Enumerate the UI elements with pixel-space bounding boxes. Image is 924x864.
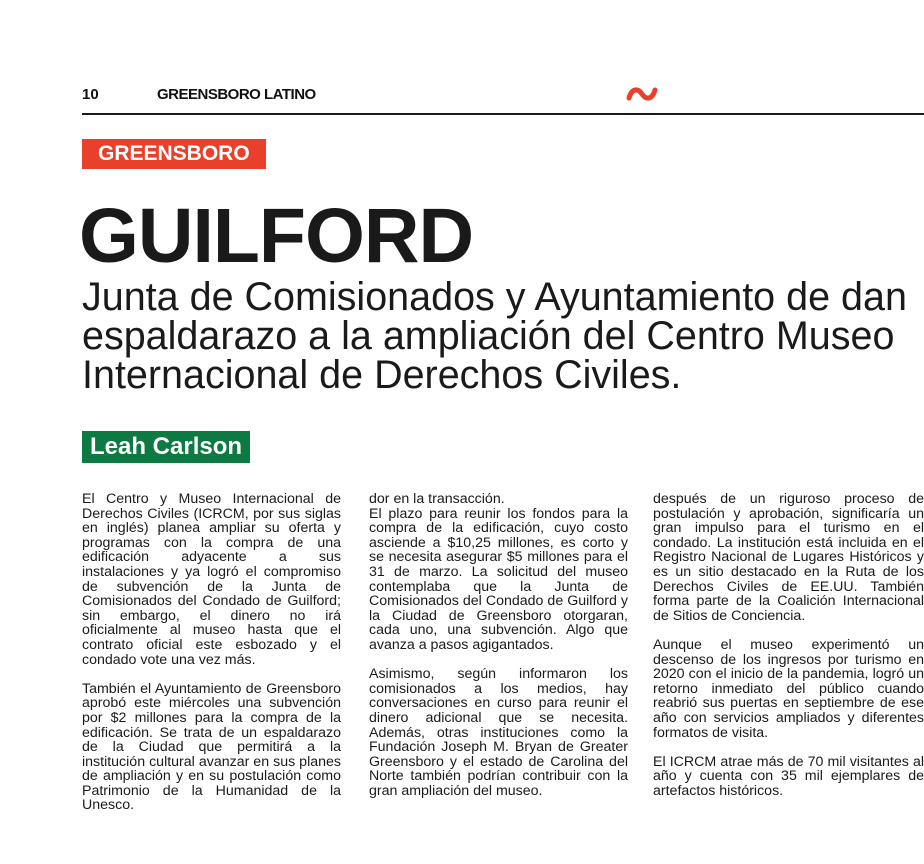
article-paragraph: También el Ayuntamiento de Greensboro aprobó este miércoles una subvención por $2 millones para la compra de la edificación. Se trata de un espaldarazo de la Ciudad que permitirá a la institución cultural avanzar en sus planes de ampliación y en su postulación como Patrimonio de la Humanidad de la Unesco. xyxy=(82,680,341,814)
section-tag: GREENSBORO xyxy=(82,139,266,169)
article-paragraph: después de un riguroso proceso de postulación y aprobación, significaría un gran impulso para el turismo en el condado. La institución está incluida en el Registro Nacional de Lugares Históricos y es un sitio destacado en la Ruta de los Derechos Civiles de EE.UU. También forma parte de la Coalición Internacional de Sitios de Conciencia. xyxy=(653,491,924,624)
article-column xyxy=(82,492,341,828)
publication-name: GREENSBORO LATINO xyxy=(157,86,316,103)
article-headline: Junta de Comisionados y Ayuntamiento de dan espaldarazo a la ampliación del Centro Museo Internacional de Derechos Civiles. xyxy=(82,275,907,397)
article-paragraph: dor en la transacción. El plazo para reunir los fondos para la compra de la edificación, cuyo costo asciende a $10,25 millones, es corto y se necesita asegurar $5 millones para el 31 de marzo. La solicitud del museo contemplaba que la Junta de Comisionados del Condado de Guilford y la Ciudad de Greensboro otorgaran, cada uno, una subvención. Algo que avanza a pasos agigantados. xyxy=(369,491,628,653)
article-kicker: GUILFORD xyxy=(79,193,474,279)
byline: Leah Carlson xyxy=(82,431,250,463)
article-paragraph: Asimismo, según informaron los comisionados a los medios, hay conversaciones en curso para reunir el dinero adicional que se necesita. Además, otras instituciones como la Fundación Joseph M. Bryan de Greater Greensboro y el estado de Carolina del Norte también podrían contribuir con la gran ampliación del museo. xyxy=(369,666,628,799)
tilde-logo-icon xyxy=(626,84,658,104)
article-paragraph: El Centro y Museo Internacional de Derechos Civiles (ICRCM, por sus siglas en inglés) planea ampliar su oferta y programas con la compra de una edificación adyacente a sus instalaciones y ya logró el compromiso de subvención de la Junta de Comisionados del Condado de Guilford; sin embargo, el dinero no irá oficialmente al museo hasta que el contrato oficial este esbozado y el condado vote una vez más. xyxy=(82,491,341,668)
header-rule xyxy=(82,113,924,115)
article-column xyxy=(653,492,924,813)
article-paragraph: El ICRCM atrae más de 70 mil visitantes al año y cuenta con 35 mil ejemplares de artefactos históricos. xyxy=(653,753,924,799)
article-paragraph: Aunque el museo experimentó un descenso de los ingresos por turismo en 2020 con el inicio de la pandemia, logró un retorno inmediato del público cuando reabrió sus puertas en septiembre de ese año con servicios ampliados y diferentes formatos de visita. xyxy=(653,636,924,741)
page-number: 10 xyxy=(82,86,99,103)
article-column xyxy=(369,492,628,813)
article-body xyxy=(82,492,924,864)
